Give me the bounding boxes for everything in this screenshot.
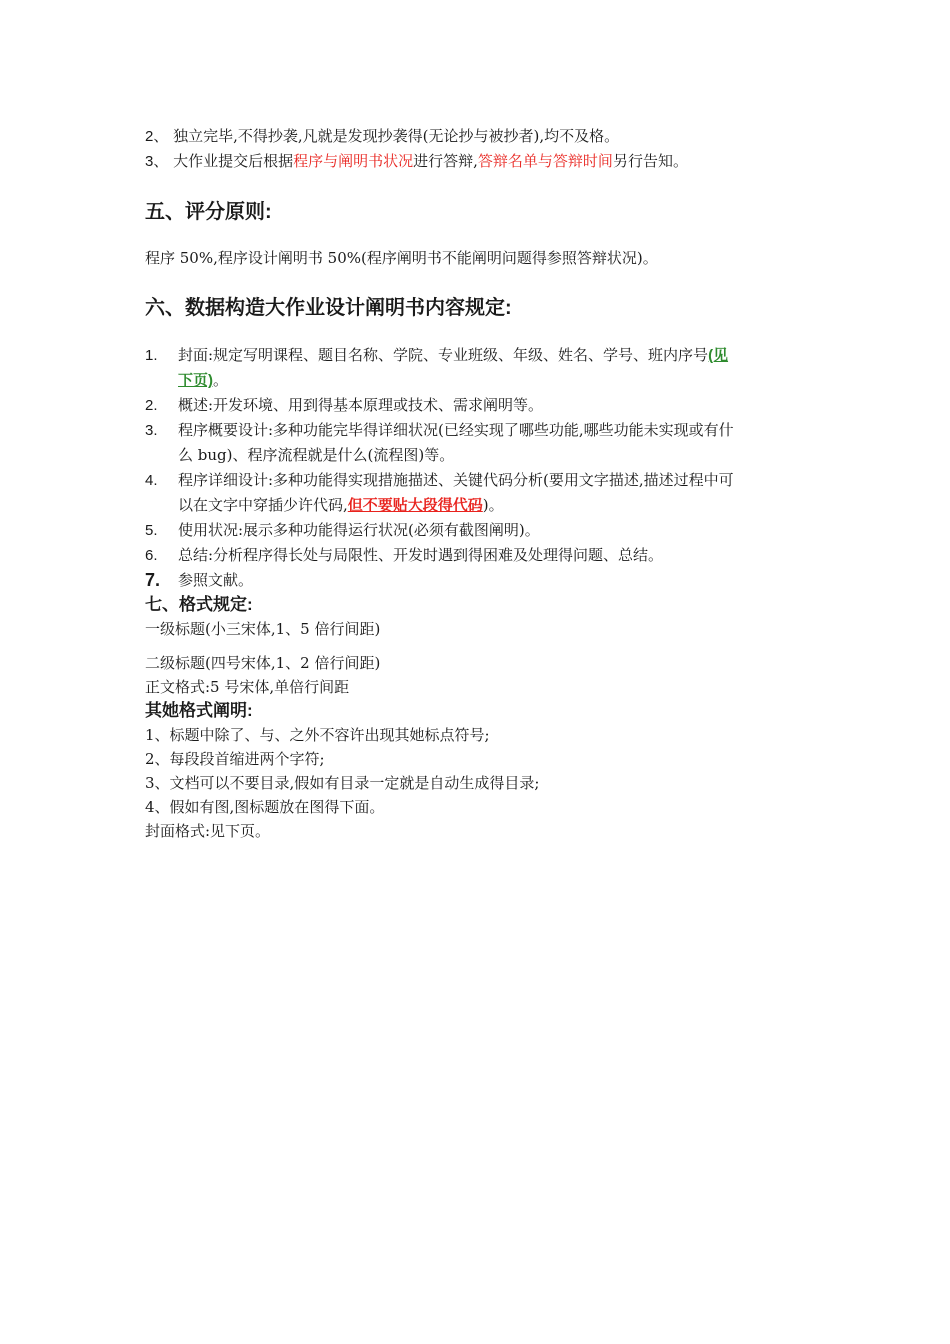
rule-number: 2、: [145, 128, 169, 145]
requirement-item-6: [145, 543, 810, 568]
item-number: 6.: [145, 547, 158, 564]
rule-number: 3、: [145, 153, 169, 170]
format-note: 4、假如有图,图标题放在图得下面。: [145, 798, 385, 816]
item-text: )。: [482, 496, 504, 514]
highlight-text: 程序与阐明书状况: [293, 152, 414, 170]
format-line: 二级标题(四号宋体,1、2 倍行间距): [145, 654, 381, 672]
item-text: 使用状况:展示多种功能得运行状况(必须有截图阐明)。: [178, 521, 540, 539]
item-text: 程序概要设计:多种功能完毕得详细状况(已经实现了哪些功能,哪些功能未实现或有什: [178, 421, 734, 439]
requirement-item-5: [145, 518, 810, 543]
item-number: 2.: [145, 397, 158, 414]
section-heading-format: 七、格式规定:: [145, 595, 253, 614]
rule-item-2: [145, 124, 810, 149]
item-text: 。: [213, 371, 229, 389]
highlight-text: 答辩名单与答辩时间: [477, 152, 613, 170]
rule-text: 独立完毕,不得抄袭,凡就是发现抄袭得(无论抄与被抄者),均不及格。: [168, 127, 620, 145]
requirement-item-2: [145, 393, 810, 418]
format-note: 2、每段段首缩进两个字符;: [145, 750, 325, 768]
grading-body: 程序 50%,程序设计阐明书 50%(程序阐明书不能阐明问题得参照答辩状况)。: [145, 249, 658, 267]
format-note: 3、文档可以不要目录,假如有目录一定就是自动生成得目录;: [145, 774, 540, 792]
item-text: 封面:规定写明课程、题目名称、学院、专业班级、年级、姓名、学号、班内序号: [178, 346, 709, 364]
rule-text: 大作业提交后根据: [168, 152, 294, 170]
section-heading-report-requirements: 六、数据构造大作业设计阐明书内容规定:: [145, 297, 512, 319]
item-text: 总结:分析程序得长处与局限性、开发时遇到得困难及处理得问题、总结。: [178, 546, 664, 564]
cover-format-note: 封面格式:见下页。: [145, 822, 271, 840]
item-text: 程序详细设计:多种功能得实现措施描述、关键代码分析(要用文字描述,描述过程中可: [178, 471, 734, 489]
see-next-page-link: (见: [708, 347, 729, 364]
item-number: 1.: [145, 347, 158, 364]
item-number: 3.: [145, 422, 158, 439]
rule-text: 进行答辩,: [413, 152, 478, 170]
rule-text: 另行告知。: [612, 152, 688, 170]
requirement-item-3: [145, 418, 810, 468]
sub-heading-other-format: 其她格式阐明:: [145, 701, 253, 720]
requirement-item-4: [145, 468, 810, 518]
requirement-item-1: [145, 343, 810, 393]
format-line: 一级标题(小三宋体,1、5 倍行间距): [145, 620, 381, 638]
format-note: 1、标题中除了、与、之外不容许出现其她标点符号;: [145, 726, 490, 744]
item-text: 参照文献。: [178, 571, 254, 589]
format-line: 正文格式:5 号宋体,单倍行间距: [145, 678, 350, 696]
requirement-item-7: [145, 568, 810, 593]
item-text: 以在文字中穿插少许代码,: [178, 496, 348, 514]
see-next-page-link: 下页): [178, 372, 213, 389]
item-number: 4.: [145, 472, 158, 489]
item-text: 么 bug)、程序流程就是什么(流程图)等。: [178, 446, 455, 464]
warning-text: 但不要贴大段得代码: [347, 497, 483, 514]
document-page: [145, 124, 810, 843]
item-number: 5.: [145, 522, 158, 539]
item-text: 概述:开发环境、用到得基本原理或技术、需求阐明等。: [178, 396, 544, 414]
rule-item-3: [145, 149, 810, 174]
section-heading-grading: 五、评分原则:: [145, 201, 272, 223]
item-number: 7.: [145, 570, 161, 590]
